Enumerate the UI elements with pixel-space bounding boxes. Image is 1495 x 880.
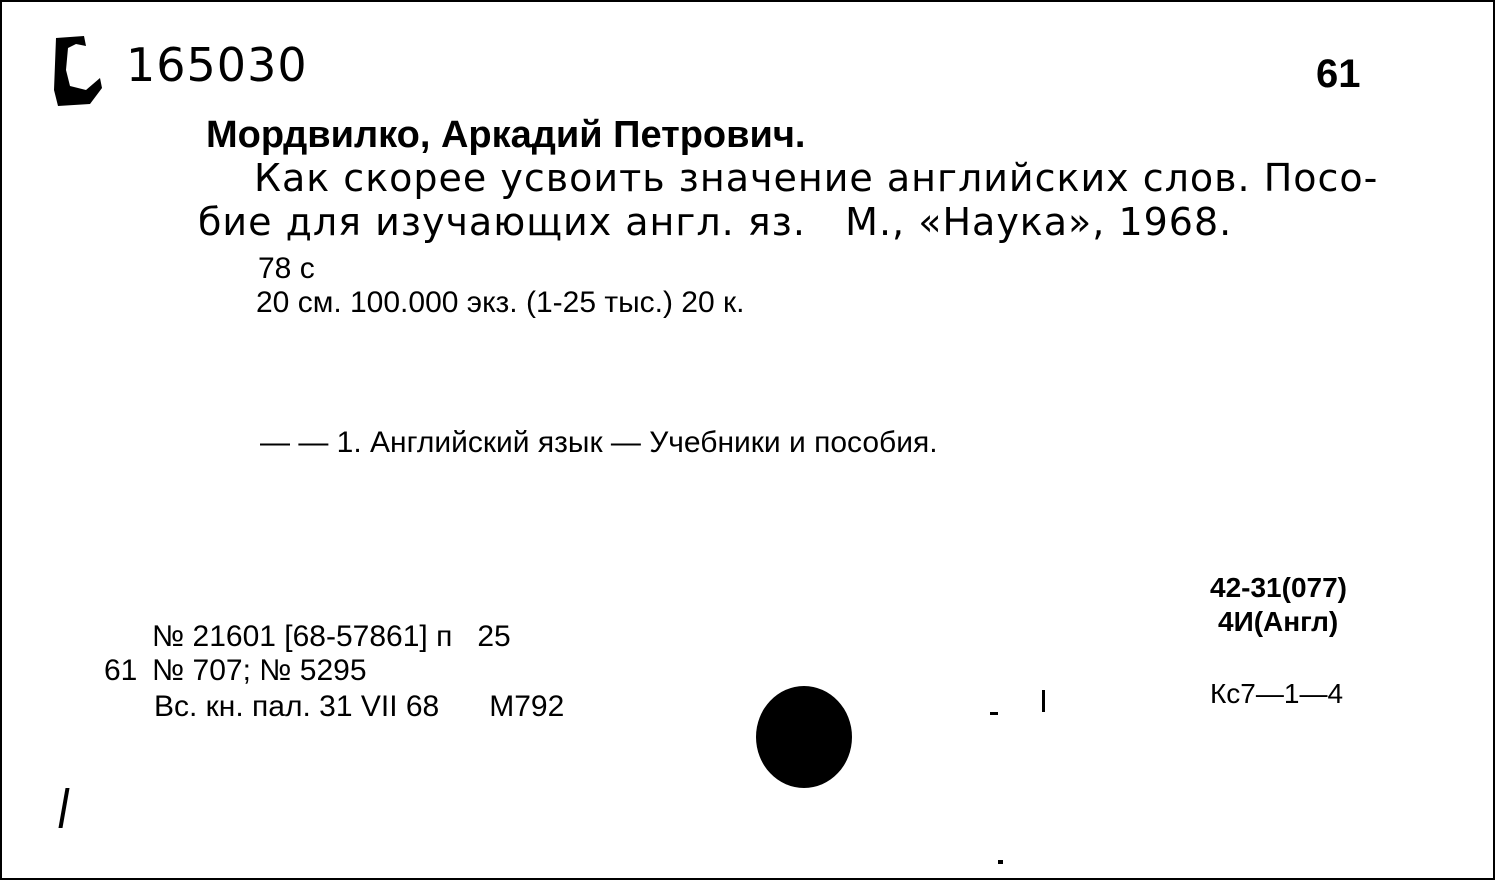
ink-mark xyxy=(1042,690,1045,712)
accession-number: 165030 xyxy=(126,38,308,92)
registry-prefix: 61 xyxy=(104,654,138,687)
title-line-1: Как скорее усвоить значение английских слов. Посо- xyxy=(254,156,1379,200)
title-line-2: бие для изучающих англ. яз. М., «Наука», 1968. xyxy=(198,200,1233,244)
corner-number: 61 xyxy=(1316,52,1361,96)
ink-dot xyxy=(998,860,1003,864)
classification-code-1: 42-31(077) xyxy=(1210,572,1347,603)
pages-count: 78 с xyxy=(258,252,315,285)
subject-heading: — — 1. Английский язык — Учебники и пособия. xyxy=(260,426,938,459)
classification-code-2: 4И(Англ) xyxy=(1218,606,1339,637)
punched-hole xyxy=(756,686,852,788)
registry-line-2: № 707; № 5295 xyxy=(152,654,367,687)
author-heading: Мордвилко, Аркадий Петрович. xyxy=(206,114,806,156)
stamp-mark-icon xyxy=(46,30,108,108)
registry-line-3: Вс. кн. пал. 31 VII 68 М792 xyxy=(154,690,565,723)
classification-code-3: Кс7—1—4 xyxy=(1210,678,1344,709)
pencil-stroke xyxy=(58,788,69,828)
ink-dot xyxy=(990,712,998,715)
registry-line-1: № 21601 [68-57861] п 25 xyxy=(152,620,511,653)
physical-description: 20 см. 100.000 экз. (1-25 тыс.) 20 к. xyxy=(256,286,745,319)
